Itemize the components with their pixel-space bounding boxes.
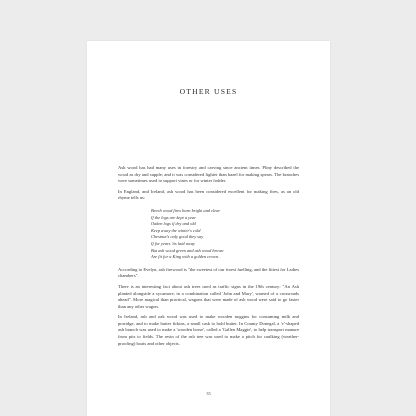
verse-line: Are fit for a King with a golden crown.: [151, 254, 220, 260]
verse-line: But ash wood green and ash wood brown: [151, 247, 224, 253]
verse-line: Beech wood fires burn bright and clear: [151, 207, 221, 213]
paragraph: There is an interesting fact about ash trees used as traffic signs in the 19th century: "An Ash planted alongside a sycamore, in a combination called 'John and Mary', warned of a crossroads ahead". More magical than practical, wagons that were made of ash wood were said to go faster than any other wagon.: [118, 283, 299, 309]
page-title: OTHER USES: [179, 87, 238, 96]
page-body: [118, 165, 299, 351]
paragraph: In Ireland, ash and oak wood was used to make wooden noggins for consuming milk and porridge, and to make butter firkins, a small cask to hold butter. In County Donegal, a 'v'-shaped ash branch was used to make a 'wooden horse', called a 'Gallen Maggie', to help transport manure from pits to fields. The resin of the ash tree was used to make a pitch for caulking (weather-proofing) boats and other objects.: [118, 314, 299, 346]
paragraph: Ash wood has had many uses in forestry and carving since ancient times. Pliny described the wood as dry and supple; and it was considered lighter than hazel for making spears. The branches were sometimes used to support vines or for winter fodder.: [118, 165, 299, 184]
book-page: [87, 41, 330, 416]
verse-block: [151, 208, 299, 261]
verse-line: Chestnut's only good they say: [151, 234, 204, 240]
paragraph: In England, and Ireland, ash wood has been considered excellent for making fires, as an old rhyme tells us:: [118, 188, 299, 201]
verse-line: If the logs are kept a year: [151, 214, 196, 220]
verse-line: Oaken logs if dry and old: [151, 221, 196, 227]
verse-line: Keep away the winter's cold: [151, 227, 201, 233]
paragraph: According to Evelyn, ash firewood is "the sweetest of our forest fuelling, and the fittest for Ladies chambers".: [118, 266, 299, 279]
verse-line: If for years 'tis laid away: [151, 240, 195, 246]
page-number: 35: [206, 391, 211, 396]
